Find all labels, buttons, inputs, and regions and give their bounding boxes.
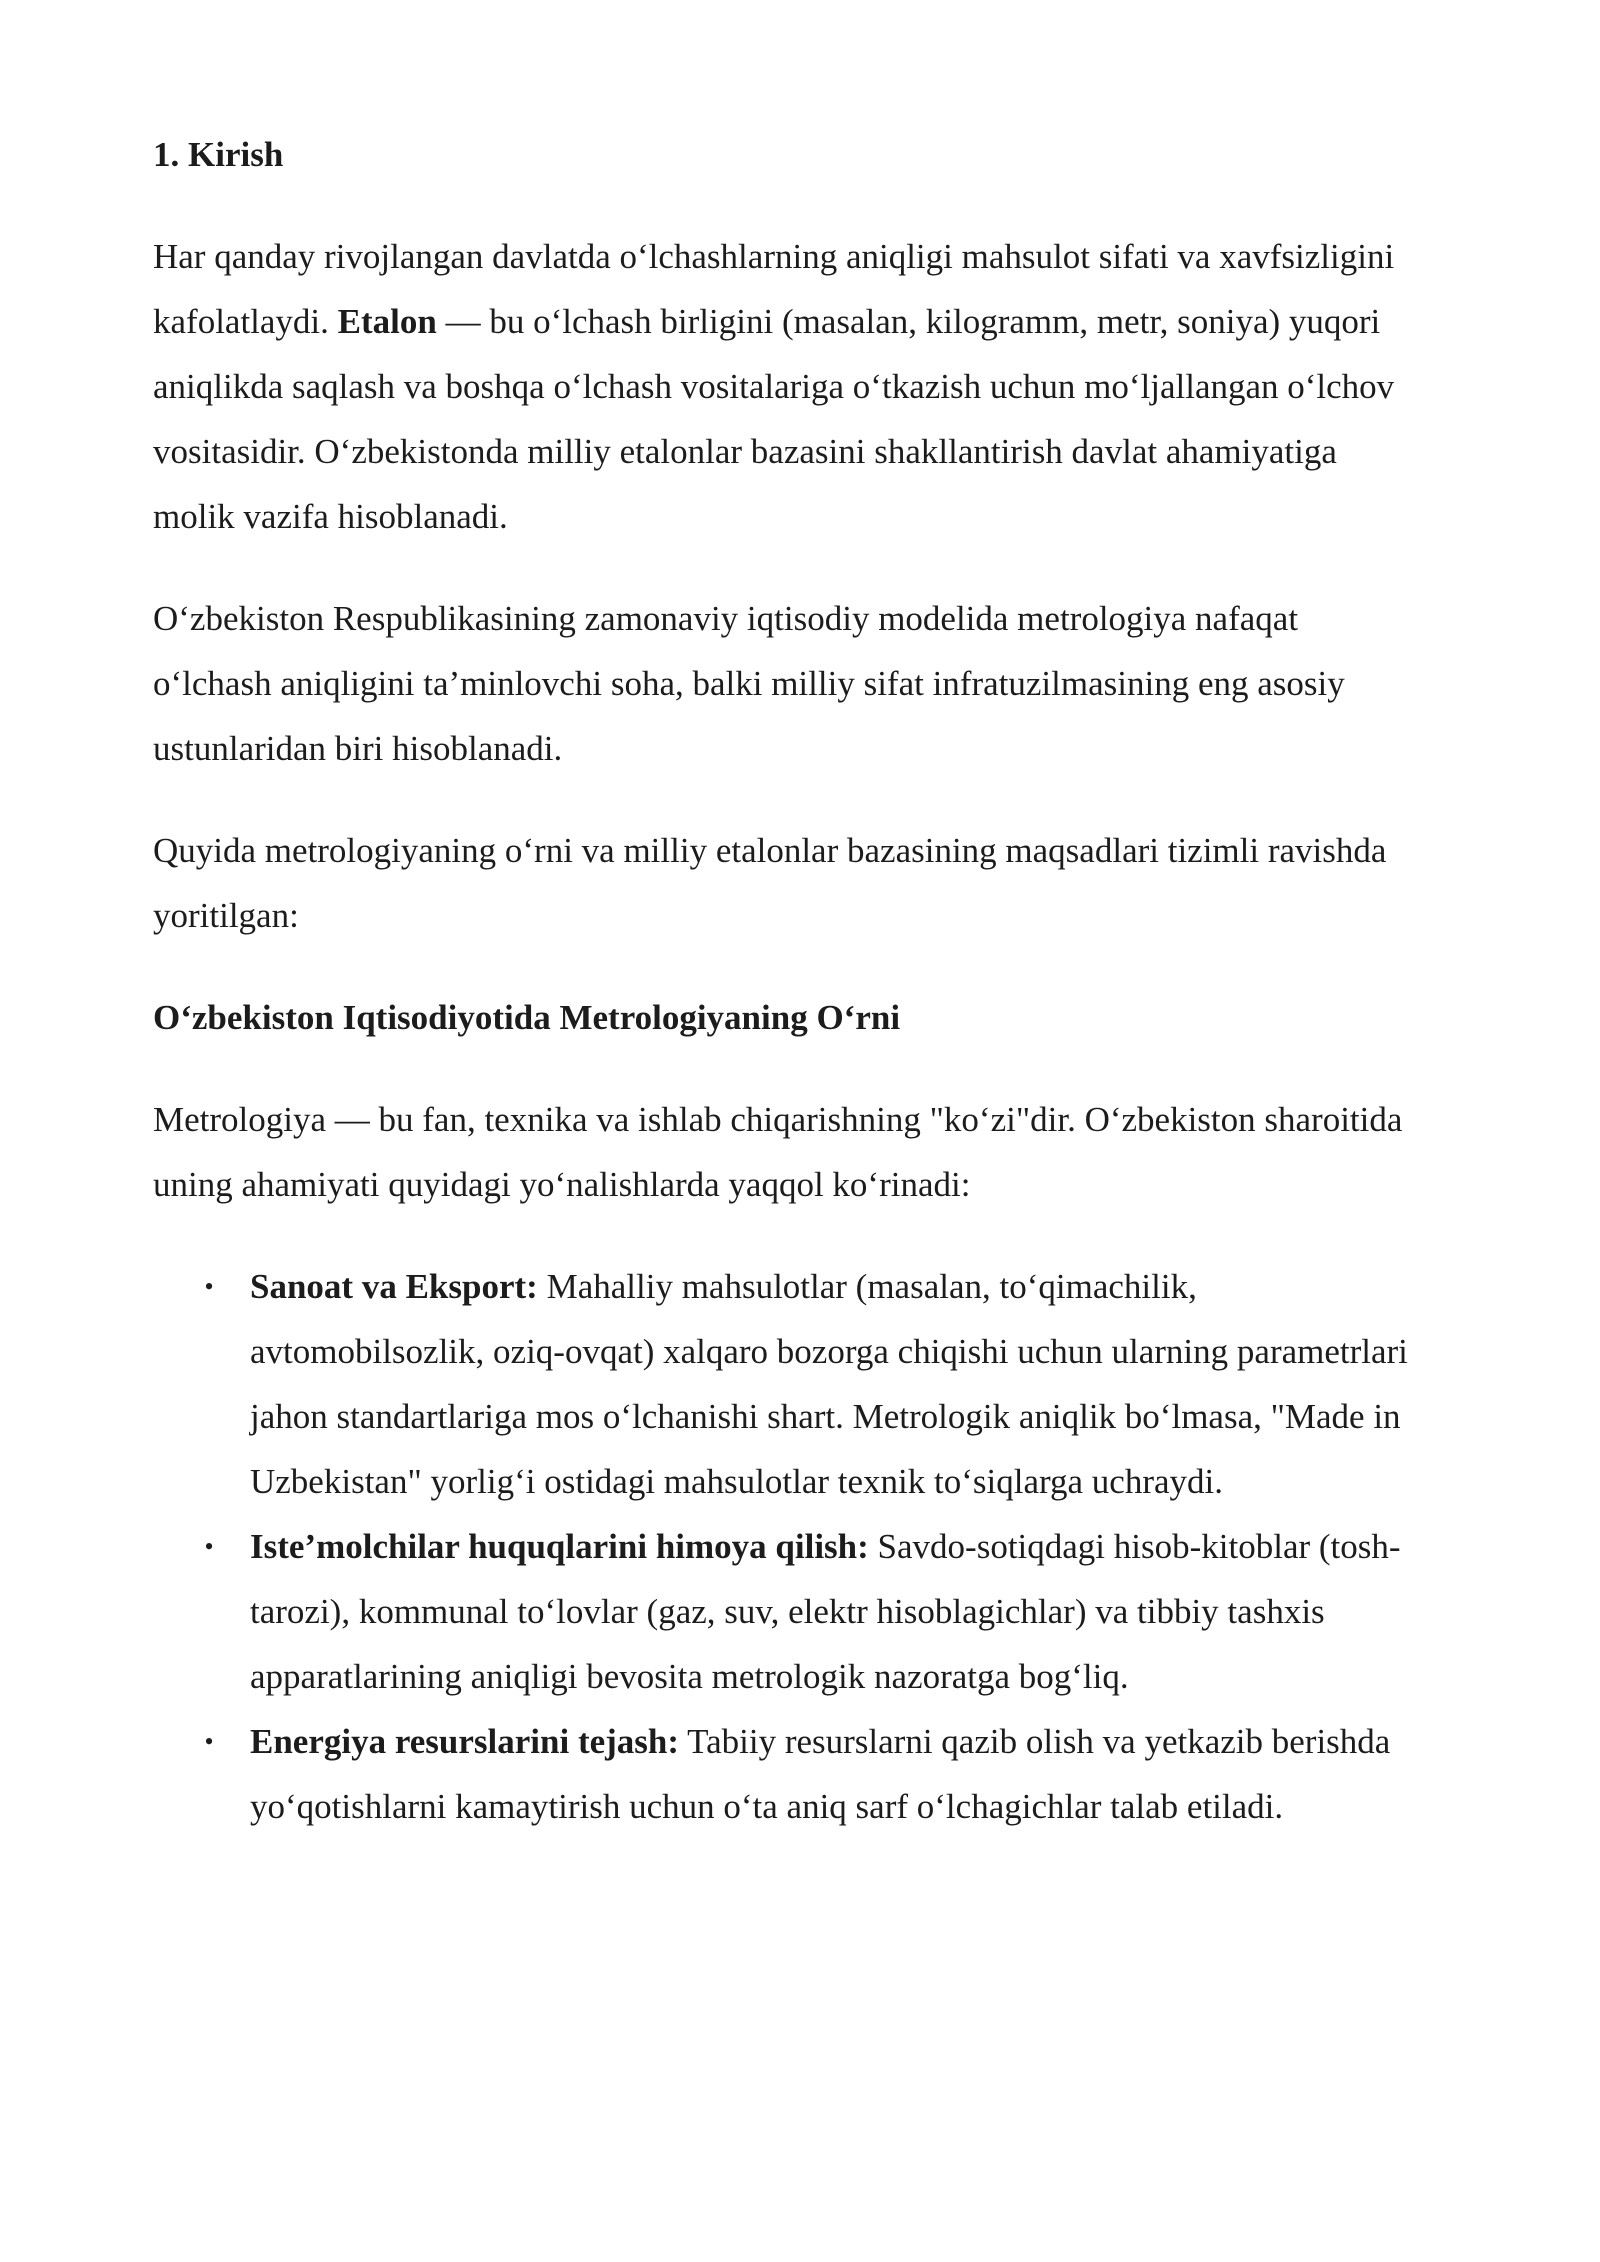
list-item-term: Energiya resurslarini tejash: (250, 1722, 680, 1761)
section-heading: O‘zbekiston Iqtisodiyotida Metrologiyaning O‘rni (153, 998, 901, 1037)
list-item-text: Mahalliy mahsulotlar (masalan, to‘qimachilik, avtomobilsozlik, oziq-ovqat) xalqaro bozorga chiqishi uchun ularning parametrlari jahon standartlariga mos o‘lchanishi shart. Metrologik aniqlik bo‘lmasa, "Made in Uzbekistan" yorlig‘i ostidagi mahsulotlar texnik to‘siqlarga uchraydi. (250, 1267, 1408, 1501)
bullet-icon: • (204, 1727, 214, 1756)
intro-paragraph-3: Quyida metrologiyaning o‘rni va milliy etalonlar bazasining maqsadlari tizimli ravishda yoritilgan: (153, 831, 1387, 935)
list-item-energy-saving (153, 1709, 1413, 1839)
list-item-industry-export (153, 1254, 1413, 1514)
intro-paragraph-1 (153, 224, 1413, 549)
bullet-icon: • (204, 1272, 214, 1301)
list-item-consumer-rights (153, 1514, 1413, 1709)
section-lead-paragraph: Metrologiya — bu fan, texnika va ishlab chiqarishning "ko‘zi"dir. O‘zbekiston sharoitida uning ahamiyati quyidagi yo‘nalishlarda yaqqol ko‘rinadi: (153, 1100, 1403, 1204)
list-item-term: Iste’molchilar huquqlarini himoya qilish: (250, 1527, 869, 1566)
bullet-list (153, 1254, 1413, 1839)
document-body (153, 122, 1413, 1839)
bullet-icon: • (204, 1532, 214, 1561)
intro-paragraph-1-start: Har qanday rivojlangan davlatda o‘lchashlarning aniqligi mahsulot sifati va xavfsizligini kafolatlaydi. (153, 237, 1395, 341)
list-item-text: Savdo-sotiqdagi hisob-kitoblar (tosh-tarozi), kommunal to‘lovlar (gaz, suv, elektr hisoblagichlar) va tibbiy tashxis apparatlarining aniqligi bevosita metrologik nazoratga bog‘liq. (250, 1527, 1401, 1696)
list-item-text: Tabiiy resurslarni qazib olish va yetkazib berishda yo‘qotishlarni kamaytirish uchun o‘ta aniq sarf o‘lchagichlar talab etiladi. (250, 1722, 1391, 1826)
intro-paragraph-2: O‘zbekiston Respublikasining zamonaviy iqtisodiy modelida metrologiya nafaqat o‘lchash aniqligini ta’minlovchi soha, balki milliy sifat infratuzilmasining eng asosiy ustunlaridan biri hisoblanadi. (153, 599, 1345, 768)
intro-heading: 1. Kirish (153, 135, 284, 174)
intro-paragraph-1-rest: — bu o‘lchash birligini (masalan, kilogramm, metr, soniya) yuqori aniqlikda saqlash va boshqa o‘lchash vositalariga o‘tkazish uchun mo‘ljallangan o‘lchov vositasidir. O‘zbekistonda milliy etalonlar bazasini shakllantirish davlat ahamiyatiga molik vazifa hisoblanadi. (153, 302, 1395, 536)
list-item-term: Sanoat va Eksport: (250, 1267, 538, 1306)
etalon-term: Etalon (337, 302, 437, 341)
